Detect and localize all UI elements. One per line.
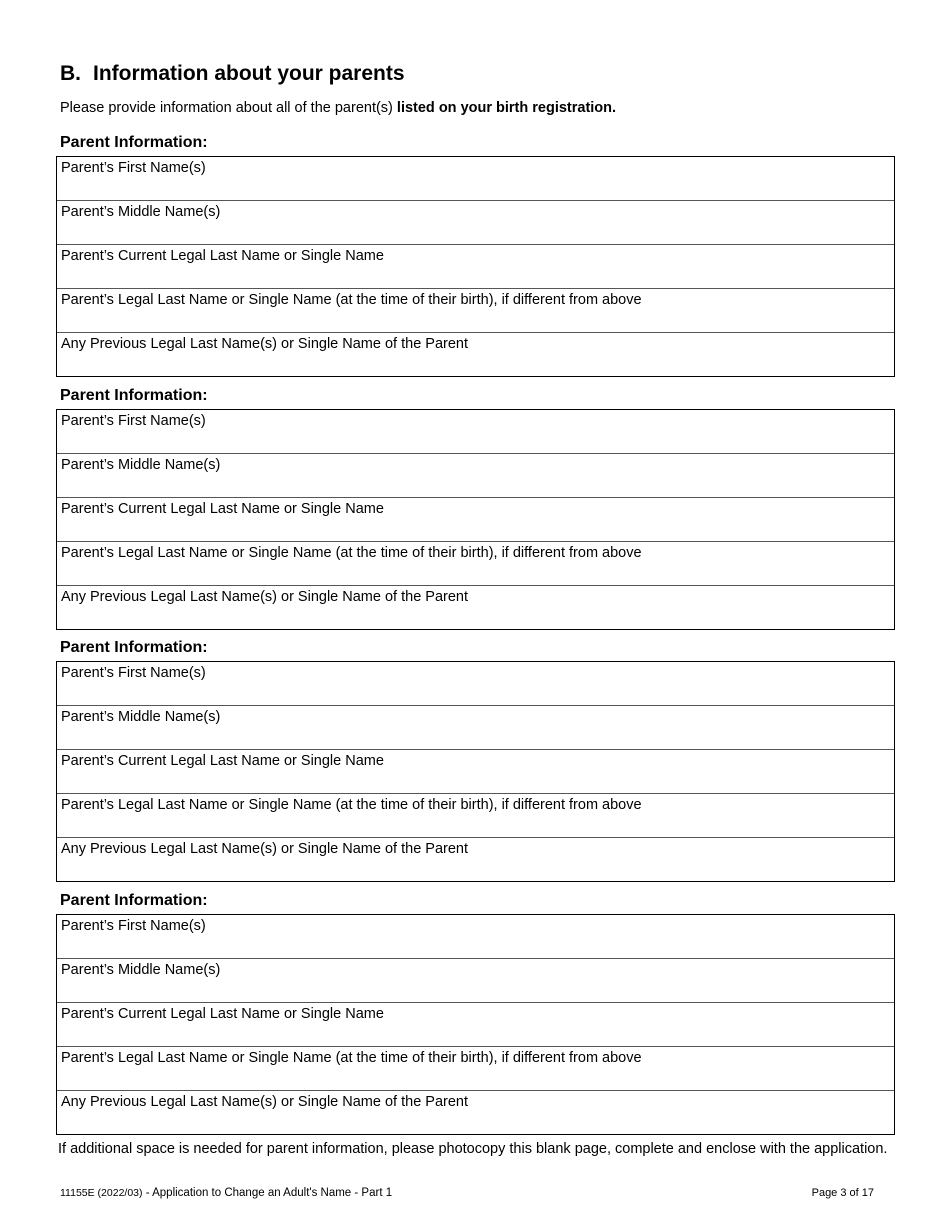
- parent-information-block-3: [56, 638, 895, 882]
- footer-form-info: [60, 1186, 392, 1200]
- parent-first-name-field[interactable]: [57, 157, 894, 200]
- parent-information-heading: Parent Information:: [60, 639, 208, 656]
- field-label: Parent’s Legal Last Name or Single Name (at the time of their birth), if different from above: [61, 797, 642, 813]
- form-number: 11155E (2022/03): [60, 1187, 143, 1199]
- field-label: Parent’s Middle Name(s): [61, 709, 221, 725]
- parent-fields-table: [56, 156, 895, 377]
- additional-space-note: If additional space is needed for parent information, please photocopy this blank page, complete and enclose with the application.: [58, 1141, 888, 1157]
- field-label: Parent’s Legal Last Name or Single Name (at the time of their birth), if different from above: [61, 545, 642, 561]
- field-value[interactable]: [61, 476, 890, 495]
- intro-paragraph: [60, 99, 616, 117]
- field-value[interactable]: [61, 355, 890, 374]
- field-label: Parent’s First Name(s): [61, 918, 206, 934]
- field-value[interactable]: [61, 684, 890, 703]
- field-value[interactable]: [61, 981, 890, 1000]
- field-label: Parent’s Middle Name(s): [61, 962, 221, 978]
- parent-information-block-4: [56, 891, 895, 1135]
- parent-current-last-name-field[interactable]: [57, 749, 894, 793]
- field-label: Parent’s Legal Last Name or Single Name (at the time of their birth), if different from above: [61, 1050, 642, 1066]
- parent-previous-last-names-field[interactable]: [57, 837, 894, 881]
- parent-information-heading: Parent Information:: [60, 892, 208, 909]
- field-label: Parent’s Legal Last Name or Single Name (at the time of their birth), if different from above: [61, 292, 642, 308]
- field-value[interactable]: [61, 432, 890, 451]
- form-title: - Application to Change an Adult's Name - Part 1: [142, 1187, 393, 1199]
- section-title-text: Information about your parents: [93, 62, 405, 85]
- field-value[interactable]: [61, 772, 890, 791]
- field-label: Parent’s First Name(s): [61, 413, 206, 429]
- parent-middle-name-field[interactable]: [57, 453, 894, 497]
- field-label: Parent’s Current Legal Last Name or Single Name: [61, 501, 384, 517]
- section-letter: B.: [60, 62, 81, 85]
- parent-birth-last-name-field[interactable]: [57, 541, 894, 585]
- parent-fields-table: [56, 914, 895, 1135]
- field-value[interactable]: [61, 860, 890, 879]
- field-label: Parent’s First Name(s): [61, 160, 206, 176]
- field-label: Parent’s Current Legal Last Name or Single Name: [61, 1006, 384, 1022]
- parent-current-last-name-field[interactable]: [57, 497, 894, 541]
- field-label: Parent’s Current Legal Last Name or Single Name: [61, 753, 384, 769]
- intro-bold-text: listed on your birth registration.: [396, 100, 617, 116]
- field-value[interactable]: [61, 816, 890, 835]
- parent-birth-last-name-field[interactable]: [57, 288, 894, 332]
- parent-birth-last-name-field[interactable]: [57, 1046, 894, 1090]
- field-value[interactable]: [61, 937, 890, 956]
- parent-fields-table: [56, 409, 895, 630]
- field-label: Parent’s Middle Name(s): [61, 204, 221, 220]
- parent-first-name-field[interactable]: [57, 915, 894, 958]
- parent-previous-last-names-field[interactable]: [57, 585, 894, 629]
- field-label: Parent’s Current Legal Last Name or Single Name: [61, 248, 384, 264]
- parent-information-block-2: [56, 386, 895, 630]
- field-value[interactable]: [61, 1069, 890, 1088]
- section-title: [60, 60, 405, 88]
- parent-information-block-1: [56, 133, 895, 377]
- field-label: Parent’s Middle Name(s): [61, 457, 221, 473]
- field-value[interactable]: [61, 520, 890, 539]
- field-label: Any Previous Legal Last Name(s) or Single Name of the Parent: [61, 1094, 469, 1110]
- parent-previous-last-names-field[interactable]: [57, 332, 894, 376]
- field-label: Any Previous Legal Last Name(s) or Single Name of the Parent: [61, 336, 469, 352]
- field-value[interactable]: [61, 311, 890, 330]
- parent-middle-name-field[interactable]: [57, 958, 894, 1002]
- field-value[interactable]: [61, 1113, 890, 1132]
- field-label: Any Previous Legal Last Name(s) or Single Name of the Parent: [61, 841, 469, 857]
- parent-current-last-name-field[interactable]: [57, 1002, 894, 1046]
- parent-current-last-name-field[interactable]: [57, 244, 894, 288]
- page-number: Page 3 of 17: [811, 1187, 874, 1199]
- parent-first-name-field[interactable]: [57, 410, 894, 453]
- parent-information-heading: Parent Information:: [60, 387, 208, 404]
- parent-first-name-field[interactable]: [57, 662, 894, 705]
- field-value[interactable]: [61, 608, 890, 627]
- field-label: Parent’s First Name(s): [61, 665, 206, 681]
- field-value[interactable]: [61, 564, 890, 583]
- parent-fields-table: [56, 661, 895, 882]
- field-value[interactable]: [61, 1025, 890, 1044]
- intro-text: Please provide information about all of the parent(s): [60, 100, 397, 116]
- field-value[interactable]: [61, 267, 890, 286]
- parent-information-heading: Parent Information:: [60, 134, 208, 151]
- parent-birth-last-name-field[interactable]: [57, 793, 894, 837]
- parent-middle-name-field[interactable]: [57, 200, 894, 244]
- field-value[interactable]: [61, 179, 890, 198]
- field-value[interactable]: [61, 728, 890, 747]
- field-label: Any Previous Legal Last Name(s) or Single Name of the Parent: [61, 589, 469, 605]
- field-value[interactable]: [61, 223, 890, 242]
- parent-previous-last-names-field[interactable]: [57, 1090, 894, 1134]
- parent-middle-name-field[interactable]: [57, 705, 894, 749]
